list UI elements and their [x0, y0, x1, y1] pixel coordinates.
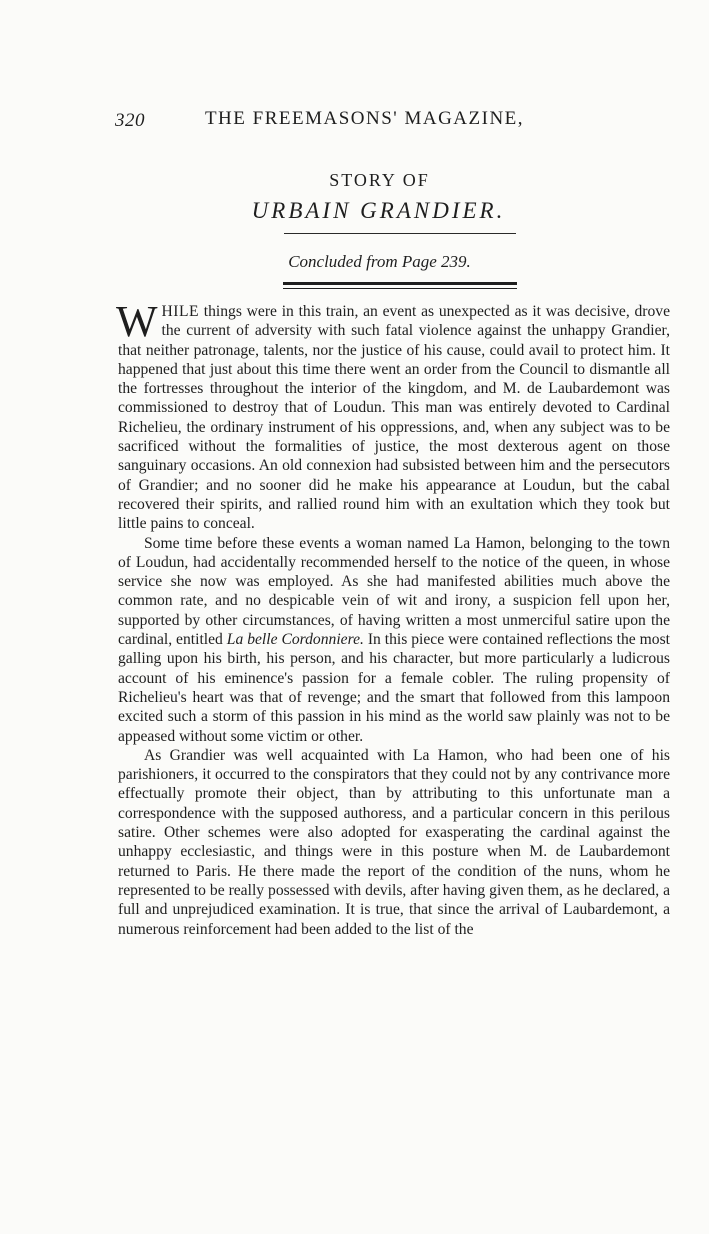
satire-title: La belle Cordonniere.	[226, 631, 364, 649]
paragraph-1	[116, 297, 670, 534]
running-head: THE FREEMASONS' MAGAZINE,	[204, 108, 525, 129]
drop-cap: W	[116, 297, 158, 346]
double-rule	[283, 282, 517, 289]
paragraph-3	[118, 746, 670, 939]
paragraph-1-text: things were in this train, an event as unexpected as it was decisive, drove the current of adversity with such fatal violence against the unhappy Grandier, that neither patronage, talents, nor the justice of his cause, could avail to protect him. It happened that just about this time there went an order from the Council to dismantle all the fortresses throughout the interior of the kingdom, and M. de Laubardemont was commissioned to destroy that of Loudun. This man was entirely devoted to Cardinal Richelieu, the ordinary instrument of his oppressions, and, when any subject was to be sacrificed without the formalities of justice, the most dexterous agent on those sanguinary occasions. An old connexion had subsisted between him and the persecutors of Grandier; and no sooner did he make his appearance at Loudun, but the cabal recovered their spirits, and rallied round him with an exultation which they took but little pains to conceal.	[118, 303, 670, 533]
paragraph-2-text-a: Some time before these events a woman named La Hamon, belonging to the town of Loudun, had accidentally recommended herself to the notice of the queen, in whose service she now was employed. As she had manifested abilities much above the common rate, and no despicable vein of wit and irony, a suspicion fell upon her, supported by other circumstances, of having written a most unmerciful satire upon the cardinal, entitled	[118, 534, 670, 649]
continuation-note: Concluded from Page 239.	[288, 252, 471, 271]
article-body	[116, 297, 670, 939]
title-rule	[284, 233, 516, 234]
article-kicker: STORY OF	[329, 170, 430, 190]
paragraph-2-text-b: In this piece were contained reflections the most galling upon his birth, his person, and his character, but more particularly a ludicrous account of his eminence's passion for a female cobler. The ruling propensity of Richelieu's heart was that of revenge; and the smart that followed from this lampoon excited such a storm of this passion in his mind as the world saw plainly was not to be appeased without some victim or other.	[118, 631, 670, 745]
paragraph-3-text: As Grandier was well acquainted with La Hamon, who had been one of his parishioners, it occurred to the conspirators that they could not by any contrivance more effectually promote their object, than by attributing to this unfortunate man a correspondence with the supposed authoress, and a particular concern in this perilous satire. Other schemes were also adopted for exasperating the cardinal against the unhappy ecclesiastic, and things were in this posture when M. de Laubardemont returned to Paris. He there made the report of the condition of the nuns, whom he represented to be really possessed with devils, after having given them, as he declared, a full and unprejudiced examination. It is true, that since the arrival of Laubardemont, a numerous reinforcement had been added to the list of the	[118, 746, 670, 938]
first-word: HILE	[161, 303, 200, 320]
paragraph-2	[118, 534, 670, 746]
article-title: URBAIN GRANDIER.	[251, 198, 506, 223]
page-number: 320	[115, 110, 145, 131]
